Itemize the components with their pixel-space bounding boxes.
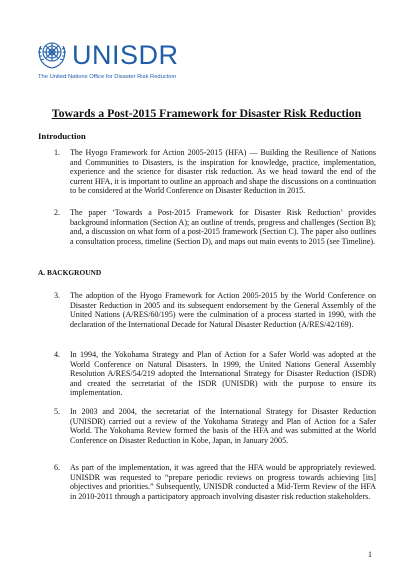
paragraph-number: 1. — [54, 148, 61, 157]
section-heading-introduction: Introduction — [38, 131, 86, 141]
paragraph-number: 3. — [54, 291, 61, 300]
paragraph-number: 6. — [54, 463, 61, 472]
numbered-paragraph-3 — [54, 291, 376, 329]
paragraph-text: The Hyogo Framework for Action 2005-2015 (HFA) — Building the Resilience of Nations and Communities to Disasters, is the inspiration for knowledge, practice, implementation, experience and the science for disaster risk reduction. As we head toward the end of the current HFA, it is important to outline an approach and shape the discussions on a continuation to be considered at the World Conference on Disaster Reduction in 2015. — [70, 148, 376, 196]
paragraph-text: The adoption of the Hyogo Framework for Action 2005-2015 by the World Conference on Disaster Reduction in 2005 and its subsequent endorsement by the General Assembly of the United Nations (A/RES/60/195) were the culmination of a process started in 1990, with the declaration of the International Decade for Natural Disaster Reduction (A/RES/42/169). — [70, 291, 376, 329]
numbered-paragraph-2 — [54, 208, 376, 246]
paragraph-text: The paper ‘Towards a Post-2015 Framework for Disaster Risk Reduction’ provides background information (Section A); an outline of trends, progress and challenges (Section B); and, a discussion on what form of a post-2015 framework (Section C). The paper also outlines a consultation process, timeline (Section D), and maps out main events to 2015 (see Timeline). — [70, 208, 376, 246]
un-emblem-icon — [34, 36, 70, 72]
page-number: 1 — [368, 550, 372, 559]
section-heading-background: A. BACKGROUND — [38, 268, 102, 277]
paragraph-text: In 2003 and 2004, the secretariat of the International Strategy for Disaster Reduction (UNISDR) carried out a review of the Yokohama Strategy and Plan of Action for a Safer World. The Yokohama Review formed the basis of the HFA and was submitted at the World Conference on Disaster Reduction in Kobe, Japan, in January 2005. — [70, 407, 376, 445]
logo-wordmark: UNISDR — [72, 40, 179, 70]
document-title: Towards a Post-2015 Framework for Disaster Risk Reduction — [51, 106, 362, 120]
logo-tagline: The United Nations Office for Disaster Risk Reduction — [38, 74, 177, 80]
paragraph-text: In 1994, the Yokohama Strategy and Plan of Action for a Safer World was adopted at the World Conference on Natural Disasters. In 1999, the United Nations General Assembly Resolution A/RES/54/219 adopted the International Strategy for Disaster Reduction (ISDR) and created the secretariat of the ISDR (UNISDR) with the purpose to ensure its implementation. — [70, 350, 376, 398]
paragraph-number: 2. — [54, 208, 61, 217]
numbered-paragraph-4 — [54, 350, 376, 398]
unisdr-logo — [34, 36, 184, 86]
numbered-paragraph-1 — [54, 148, 376, 196]
paragraph-text: As part of the implementation, it was agreed that the HFA would be appropriately reviewed. UNISDR was requested to “prepare periodic reviews on progress towards achieving [its] objectives and priorities.” Subsequently, UNISDR conducted a Mid-Term Review of the HFA in 2010-2011 through a participatory approach involving disaster risk reduction stakeholders. — [70, 463, 376, 501]
paragraph-number: 5. — [54, 407, 61, 416]
numbered-paragraph-6 — [54, 463, 376, 501]
paragraph-number: 4. — [54, 350, 61, 359]
numbered-paragraph-5 — [54, 407, 376, 445]
